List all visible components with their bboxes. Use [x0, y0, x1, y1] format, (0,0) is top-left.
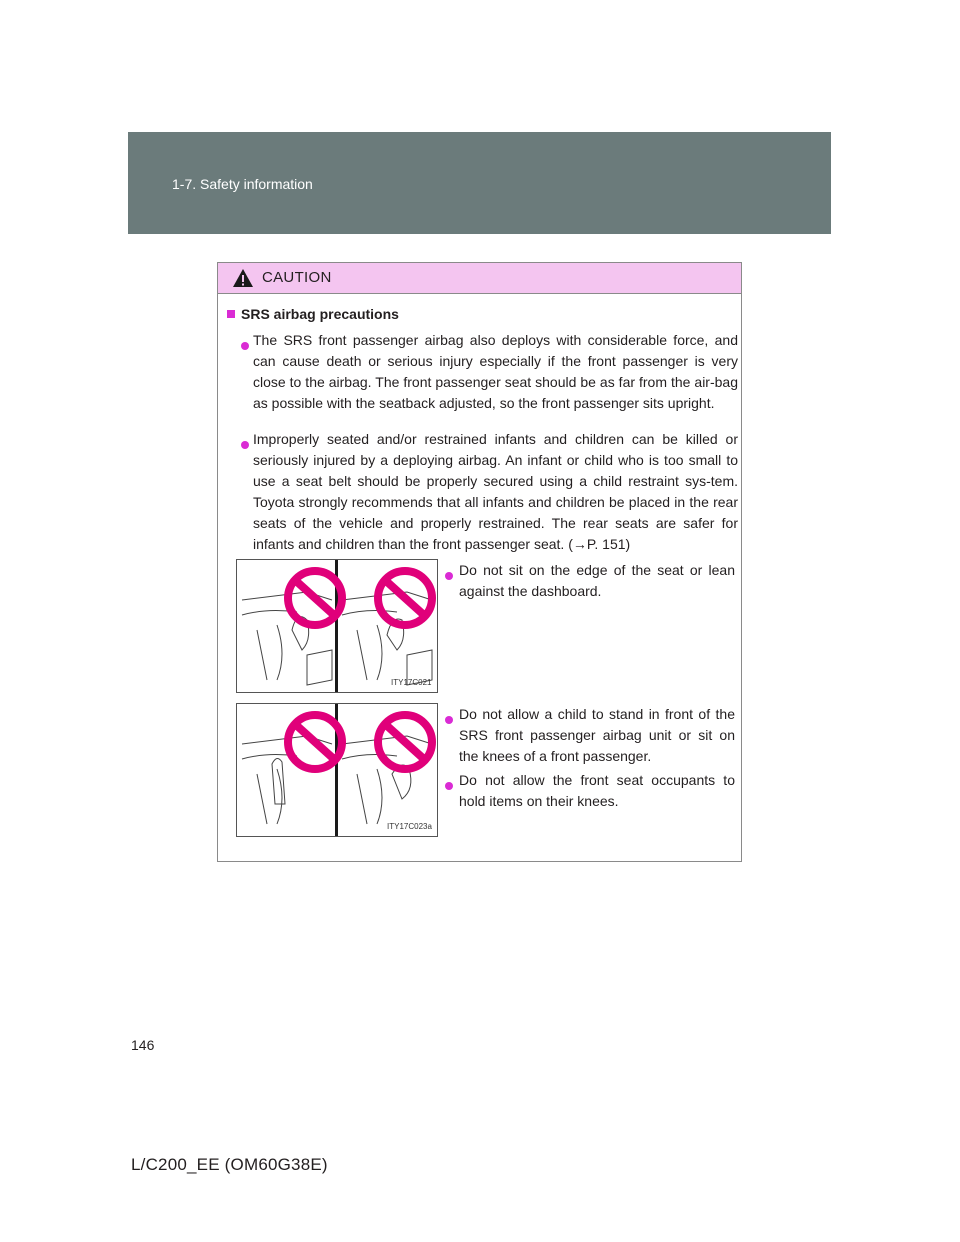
header-band: [128, 132, 831, 234]
bullet-dot-icon: [445, 716, 453, 724]
bullet-dot-icon: [445, 782, 453, 790]
illustration-code: ITY17C023a: [387, 822, 432, 831]
caution-heading-text: SRS airbag precautions: [241, 306, 399, 322]
caution-box: [217, 262, 742, 862]
section-title: 1-7. Safety information: [172, 176, 313, 192]
warning-triangle-icon: [232, 268, 254, 288]
page-number: 146: [131, 1037, 155, 1053]
caution-label: CAUTION: [262, 269, 332, 286]
bullet-dot-icon: [241, 342, 249, 350]
bullet-dot-icon: [241, 441, 249, 449]
bullet-text: Do not allow a child to stand in front of the SRS front passenger airbag unit or sit on the knees of a front passenger.: [459, 706, 735, 764]
bullet-text: The SRS front passenger airbag also deploys with considerable force, and can cause death or serious injury especially if the front passenger is very close to the airbag. The front passenger seat should be as far from the air-bag as possible with the seatback adjusted, so the front passenger sits upright.: [253, 332, 738, 411]
caution-header: [218, 263, 741, 294]
caution-heading: [227, 306, 399, 322]
square-bullet-icon: [227, 310, 235, 318]
bullet-text: Improperly seated and/or restrained infants and children can be killed or seriously injured by a deploying airbag. An infant or child who is too small to use a seat belt should be properly secured using a child restraint sys-tem. Toyota strongly recommends that all infants and children be placed in the rear seats of the vehicle and properly restrained. The rear seats are safer for infants and children than the front passenger seat. (→P. 151): [253, 431, 738, 552]
bullet-dot-icon: [445, 572, 453, 580]
bullet-text: Do not allow the front seat occupants to hold items on their knees.: [459, 772, 735, 809]
illustration-do-not-sit-on-edge: [236, 559, 438, 693]
footer-model: L/C200_EE (OM60G38E): [131, 1155, 328, 1174]
illustration-code: ITY17C021: [391, 678, 432, 687]
bullet-text: Do not sit on the edge of the seat or lean against the dashboard.: [459, 562, 735, 599]
illustration-child-standing: [236, 703, 438, 837]
